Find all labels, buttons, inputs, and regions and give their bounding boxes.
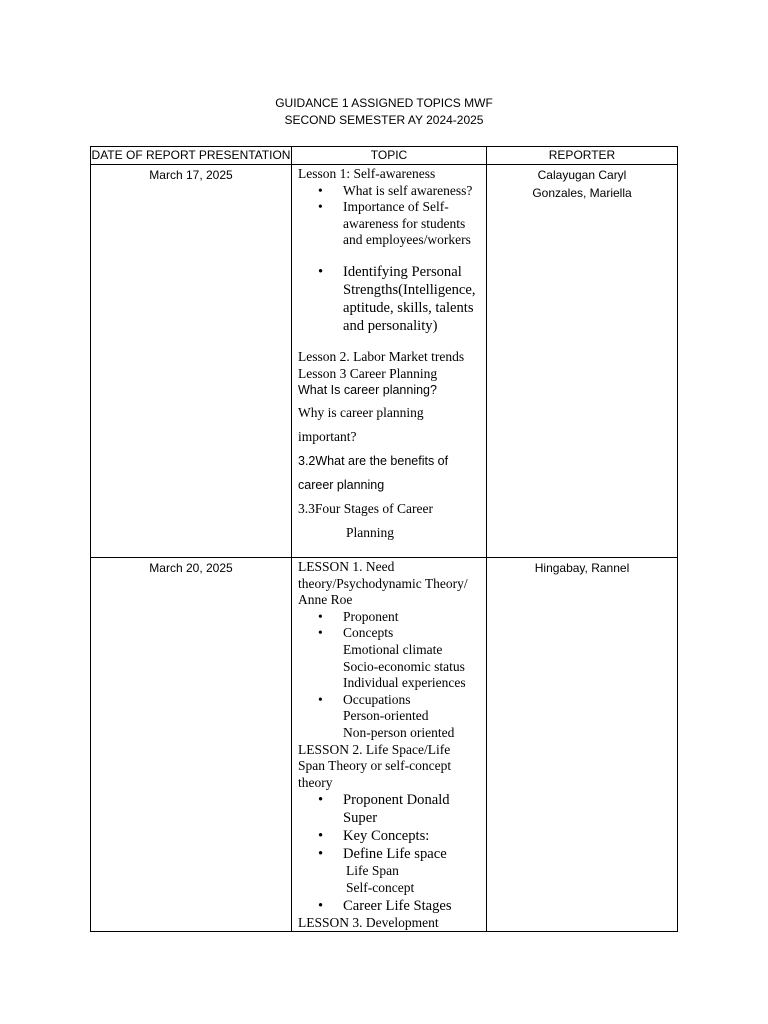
- subtopic-question: important?: [298, 428, 357, 444]
- reporter-name: Gonzales, Mariella: [532, 186, 632, 200]
- date-cell: March 20, 2025: [91, 558, 292, 932]
- sub-item: Person-oriented: [343, 708, 429, 724]
- lesson-heading: Anne Roe: [298, 592, 353, 608]
- sub-item: Emotional climate: [343, 641, 443, 657]
- bullet-item: • Proponent Donald: [298, 791, 480, 809]
- bullet-continuation: Strengths(Intelligence,: [343, 281, 476, 298]
- reporter-cell: [487, 165, 678, 558]
- header-row: [91, 147, 678, 165]
- bullet-item: • What is self awareness?: [298, 183, 480, 200]
- reporter-cell: [487, 558, 678, 932]
- topics-table: [90, 146, 678, 932]
- bullet-item: • Identifying Personal: [298, 263, 480, 281]
- bullet-item: • Occupations: [298, 692, 480, 709]
- table-row: [91, 558, 678, 932]
- lesson-heading: theory: [298, 774, 333, 790]
- lesson-heading: Lesson 3 Career Planning: [298, 365, 438, 381]
- bullet-item: • Define Life space: [298, 845, 480, 863]
- column-header-topic: TOPIC: [292, 147, 487, 165]
- lesson-heading: Span Theory or self-concept: [298, 758, 452, 774]
- document-subtitle: SECOND SEMESTER AY 2024-2025: [284, 113, 484, 127]
- subtopic-question: Why is career planning: [298, 404, 424, 420]
- document-title: GUIDANCE 1 ASSIGNED TOPICS MWF: [275, 96, 493, 110]
- bullet-item: • Career Life Stages: [298, 897, 480, 915]
- bullet-item: • Concepts: [298, 625, 480, 642]
- date-cell: March 17, 2025: [91, 165, 292, 558]
- bullet-continuation: and personality): [343, 317, 438, 334]
- reporter-name: Hingabay, Rannel: [534, 561, 630, 575]
- table-row: [91, 165, 678, 558]
- subtopic-question: Planning: [346, 524, 395, 540]
- subtopic-question: 3.2What are the benefits of: [298, 453, 449, 468]
- topic-cell: [292, 165, 487, 558]
- bullet-continuation: and employees/workers: [343, 232, 471, 248]
- lesson-heading: Lesson 2. Labor Market trends: [298, 348, 465, 364]
- bullet-item: • Importance of Self-: [298, 199, 480, 216]
- sub-item: Self-concept: [346, 879, 415, 895]
- bullet-item: • Proponent: [298, 609, 480, 626]
- bullet-item: • Key Concepts:: [298, 827, 480, 845]
- lesson-heading: theory/Psychodynamic Theory/: [298, 575, 468, 591]
- sub-item: Socio-economic status: [343, 658, 465, 674]
- sub-item: Individual experiences: [343, 675, 466, 691]
- bullet-continuation: awareness for students: [343, 215, 466, 231]
- bullet-continuation: Super: [343, 810, 378, 827]
- lesson-heading: Lesson 1: Self-awareness: [298, 166, 436, 181]
- column-header-reporter: REPORTER: [487, 147, 678, 165]
- reporter-name: Calayugan Caryl: [537, 168, 627, 182]
- topic-cell: [292, 558, 487, 932]
- sub-item: Non-person oriented: [343, 724, 455, 740]
- column-header-date: DATE OF REPORT PRESENTATION: [91, 147, 292, 165]
- lesson-heading: LESSON 1. Need: [298, 559, 395, 574]
- bullet-continuation: aptitude, skills, talents: [343, 299, 474, 316]
- lesson-heading: LESSON 3. Development: [298, 914, 439, 930]
- subtopic-question: 3.3Four Stages of Career: [298, 500, 433, 516]
- subtopic-question: What Is career planning?: [298, 383, 437, 398]
- sub-item: Life Span: [346, 863, 399, 879]
- lesson-heading: LESSON 2. Life Space/Life: [298, 741, 451, 757]
- subtopic-question: career planning: [298, 477, 385, 492]
